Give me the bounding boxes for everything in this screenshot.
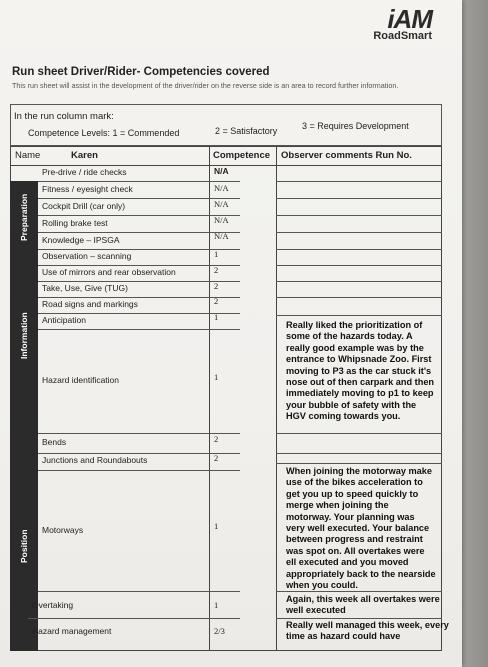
table-row	[28, 591, 240, 619]
row-score: 2	[214, 296, 219, 306]
table-row	[38, 164, 240, 182]
table-row	[38, 181, 240, 199]
row-label: Fitness / eyesight check	[42, 184, 133, 194]
competence-header: Competence	[213, 150, 271, 161]
row-label: Hazard identification	[42, 375, 120, 385]
row-score: N/A	[214, 215, 229, 225]
level-2: 2 = Satisfactory	[215, 126, 278, 136]
row-score: 2	[214, 265, 219, 275]
iam-roadsmart-logo	[373, 6, 432, 42]
table-row	[38, 198, 240, 216]
row-score: 1	[214, 600, 219, 610]
comment-cell	[276, 281, 442, 298]
comment-cell	[276, 164, 442, 182]
logo-brand: iAM	[387, 4, 432, 34]
comment-hazard-management: Really well managed this week, every time as hazard could have	[286, 620, 449, 642]
row-label: Use of mirrors and rear observation	[42, 267, 176, 277]
observer-header: Observer comments Run No.	[281, 150, 412, 161]
comment-cell	[276, 433, 442, 454]
in-run-label: In the run column mark:	[14, 111, 114, 122]
section-band-information	[10, 249, 38, 433]
comment-cell	[276, 232, 442, 250]
table-row	[38, 249, 240, 266]
name-value: Karen	[71, 150, 98, 161]
row-score: 1	[214, 521, 219, 531]
table-row	[38, 232, 240, 250]
row-score: 1	[214, 249, 219, 259]
row-label: Overtaking	[32, 600, 74, 610]
row-score: 1	[214, 312, 219, 322]
row-label: Junctions and Roundabouts	[42, 455, 148, 465]
table-row	[38, 297, 240, 314]
row-label: Hazard management	[32, 626, 112, 636]
table-row	[38, 453, 240, 471]
table-row	[38, 313, 240, 330]
logo-sub: RoadSmart	[373, 30, 432, 42]
row-score: 2/3	[214, 626, 225, 636]
table-row	[38, 470, 240, 592]
name-header: Name	[15, 150, 41, 161]
row-score: 2	[214, 453, 219, 463]
row-label: Rolling brake test	[42, 218, 108, 228]
row-score: N/A	[214, 166, 229, 176]
competence-levels: Competence Levels: 1 = Commended	[28, 128, 180, 138]
comment-motorways: When joining the motorway make use of the bikes acceleration to get you up to speed quickly to merge when joining the motorway. Your planning was very well executed. Your balance between progress and restraint was spot on. All overtakes were ell executed and you moved appropriately back to the nearside when you could.	[286, 466, 436, 591]
intro-text: This run sheet will assist in the development of the driver/rider on the reverse side is an area to record further information.	[12, 81, 399, 90]
row-label: Pre-drive / ride checks	[42, 167, 127, 177]
row-score: 1	[214, 372, 219, 382]
row-score: N/A	[214, 199, 229, 209]
section-band-preparation	[10, 181, 38, 249]
row-label: Take, Use, Give (TUG)	[42, 283, 128, 293]
table-row	[38, 215, 240, 233]
section-label-information: Information	[19, 312, 29, 359]
table-row	[38, 329, 240, 434]
comment-overtaking: Again, this week all overtakes were well executed	[286, 594, 440, 616]
table-row	[38, 281, 240, 298]
comment-cell	[276, 265, 442, 282]
page-title: Run sheet Driver/Rider- Competencies covered	[12, 66, 270, 78]
section-label-preparation: Preparation	[19, 193, 29, 241]
row-label: Motorways	[42, 525, 84, 535]
section-label-position: Position	[19, 529, 29, 563]
row-label: Observation – scanning	[42, 251, 132, 261]
table-row	[28, 618, 240, 651]
comment-cell	[276, 215, 442, 233]
level-3: 3 = Requires Development	[302, 121, 409, 131]
comment-cell	[276, 181, 442, 199]
row-label: Bends	[42, 437, 67, 447]
row-label: Cockpit Drill (car only)	[42, 201, 126, 211]
comment-cell	[276, 198, 442, 216]
comment-hazard-identification: Really liked the prioritization of some of the hazards today. A really good example was by the entrance to Whipsnade Zoo. First moving to P3 as the car stuck it's nose out of then carpark and then immediately moving to p1 to keep your bubble of safety with the HGV coming towards you.	[286, 320, 435, 422]
row-score: N/A	[214, 231, 229, 241]
row-score: N/A	[214, 183, 229, 193]
row-score: 2	[214, 281, 219, 291]
comment-cell	[276, 249, 442, 266]
comment-cell	[276, 297, 442, 316]
row-label: Knowledge – IPSGA	[42, 235, 120, 245]
table-row	[38, 433, 240, 454]
row-label: Road signs and markings	[42, 299, 138, 309]
row-label: Anticipation	[42, 315, 86, 325]
table-row	[38, 265, 240, 282]
row-score: 2	[214, 434, 219, 444]
section-spacer	[10, 164, 38, 172]
